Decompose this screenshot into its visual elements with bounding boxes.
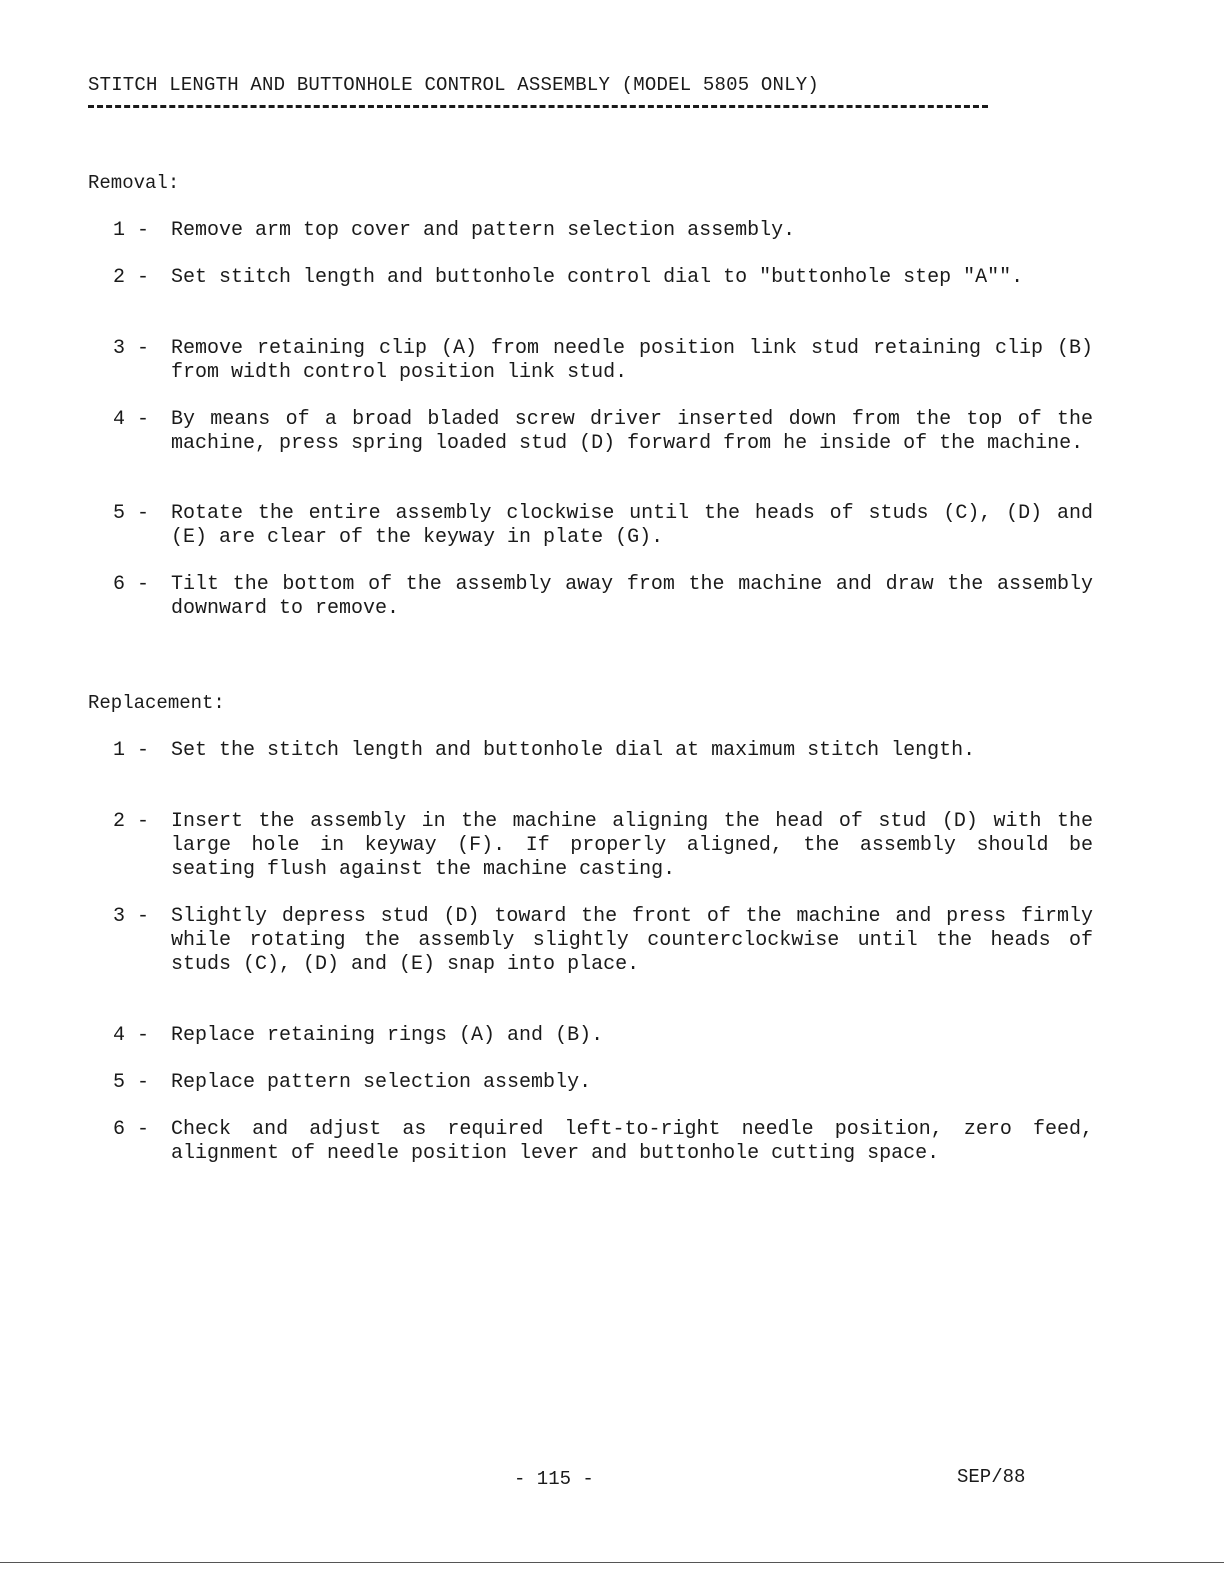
step-number: 5 - [113,502,150,525]
replacement-step [113,905,1093,977]
removal-step [113,266,1093,290]
step-number: 6 - [113,1118,150,1141]
removal-step [113,408,1093,456]
step-text: Replace retaining rings (A) and (B). [171,1024,604,1047]
removal-step [113,573,1093,621]
replacement-step [113,810,1093,882]
replacement-step [113,1071,1093,1095]
replacement-heading: Replacement: [88,692,225,714]
step-number: 6 - [113,573,150,596]
step-text: Insert the assembly in the machine aligning the head of stud (D) with the large hole in keyway (F). If properly aligned, the assembly should be seating flush against the machine casting. [171,810,1093,881]
step-number: 1 - [113,739,150,762]
step-number: 3 - [113,905,150,928]
removal-heading: Removal: [88,172,180,194]
removal-step [113,219,1093,243]
page-title: STITCH LENGTH AND BUTTONHOLE CONTROL ASSEMBLY (MODEL 5805 ONLY) [88,74,819,96]
replacement-step [113,1118,1093,1166]
step-text: Check and adjust as required left-to-right needle position, zero feed, alignment of needle position lever and buttonhole cutting space. [171,1118,1093,1165]
removal-step [113,502,1093,550]
removal-step [113,337,1093,385]
step-text: Slightly depress stud (D) toward the front of the machine and press firmly while rotating the assembly slightly counterclockwise until the heads of studs (C), (D) and (E) snap into place. [171,905,1093,976]
title-underline [88,105,988,108]
step-text: Set stitch length and buttonhole control dial to "buttonhole step "A"". [171,266,1024,289]
step-text: Remove retaining clip (A) from needle position link stud retaining clip (B) from width control position link stud. [171,337,1093,384]
page-number: - 115 - [514,1468,594,1490]
step-number: 4 - [113,408,150,431]
step-text: Tilt the bottom of the assembly away from the machine and draw the assembly downward to remove. [171,573,1093,620]
step-text: Remove arm top cover and pattern selection assembly. [171,219,796,242]
step-text: Set the stitch length and buttonhole dial at maximum stitch length. [171,739,976,762]
step-number: 4 - [113,1024,150,1047]
revision-date: SEP/88 [957,1466,1026,1488]
replacement-step [113,739,1093,763]
step-text: By means of a broad bladed screw driver inserted down from the top of the machine, press spring loaded stud (D) forward from he inside of the machine. [171,408,1093,455]
step-number: 2 - [113,266,150,289]
step-number: 3 - [113,337,150,360]
step-text: Replace pattern selection assembly. [171,1071,592,1094]
step-text: Rotate the entire assembly clockwise until the heads of studs (C), (D) and (E) are clear of the keyway in plate (G). [171,502,1093,549]
step-number: 1 - [113,219,150,242]
bottom-rule [0,1562,1224,1563]
step-number: 2 - [113,810,150,833]
step-number: 5 - [113,1071,150,1094]
replacement-step [113,1024,1093,1048]
